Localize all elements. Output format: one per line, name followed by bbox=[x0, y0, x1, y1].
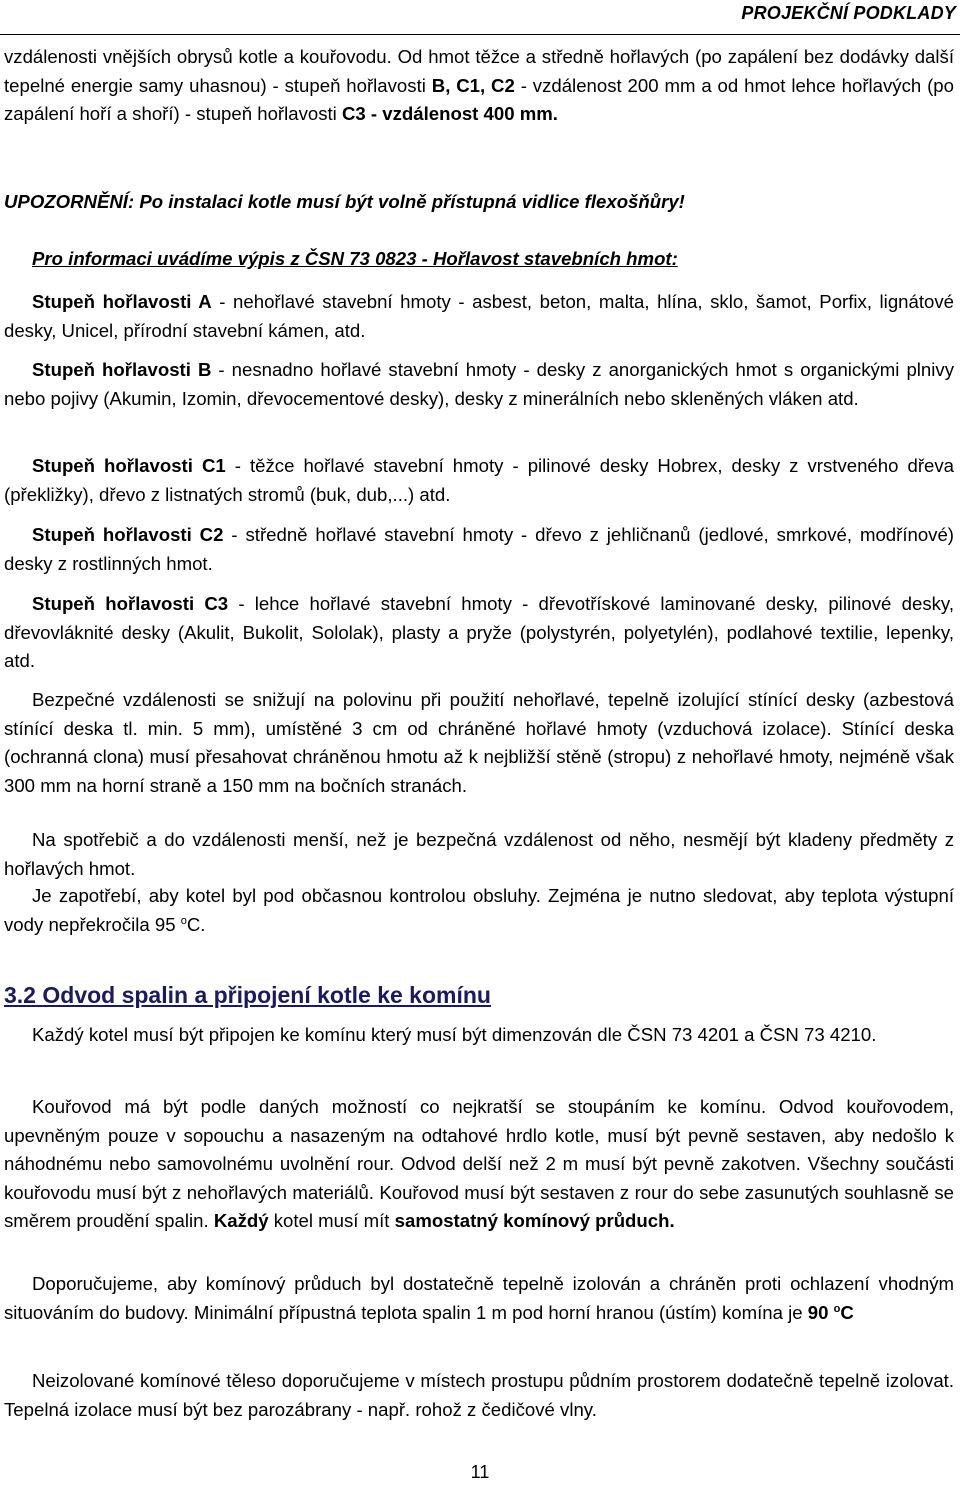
warning-notice: UPOZORNĚNÍ: Po instalaci kotle musí být volně přístupná vidlice flexošňůry! bbox=[4, 191, 685, 212]
section-paragraph-4: Neizolované komínové těleso doporučujeme v místech prostupu půdním prostorem dodatečně tepelně izolovat. Tepelná izolace musí být bez parozábrany - např. rohož z čedičové vlny. bbox=[4, 1370, 954, 1420]
header-title: PROJEKČNÍ PODKLADY bbox=[741, 3, 956, 23]
page-header bbox=[0, 0, 960, 35]
class-c3-paragraph bbox=[4, 590, 954, 676]
section-p3-unit: C bbox=[840, 1301, 854, 1323]
section-paragraph-2 bbox=[4, 1093, 954, 1236]
section-number: 3.2 bbox=[4, 982, 36, 1008]
class-b-paragraph bbox=[4, 356, 954, 413]
safety-p3-text: Je zapotřebí, aby kotel byl pod občasnou kontrolou obsluhy. Zejména je nutno sledovat, aby teplota výstupní vody nepřekročila 95 bbox=[4, 885, 954, 935]
section-paragraph-3 bbox=[4, 1270, 954, 1327]
safety-paragraph-1: Bezpečné vzdálenosti se snižují na polovinu při použití nehořlavé, tepelně izolující stínící desky (azbestová stínící deska tl. min. 5 mm), umístěné 3 cm od chráněné hořlavé hmoty (vzduchová izolace). Stínící deska (ochranná clona) musí přesahovat chráněnou hmotu až k nejbližší stěně (stropu) z nehořlavé hmoty, nejméně však 300 mm na horní straně a 150 mm na bočních stranách. bbox=[4, 689, 954, 796]
intro-text-1: vzdálenosti vnějších obrysů kotle a kouřovodu. Od hmot těžce a středně hořlavých (po zapálení bez dodávky další tepelné energie samy uhasnou) - stupeň hořlavosti bbox=[4, 46, 954, 96]
class-c3-text: - lehce hořlavé stavební hmoty - dřevotřískové laminované desky, pilinové desky, dřevovláknité desky (Akulit, Bukolit, Sololak), plasty a pryže (polystyrén, polyetylén), podlahové textilie, lepenky, atd. bbox=[4, 593, 954, 671]
section-heading bbox=[4, 979, 491, 1011]
section-paragraph-1: Každý kotel musí být připojen ke komínu který musí být dimenzován dle ČSN 73 4201 a ČSN 73 4210. bbox=[32, 1024, 877, 1045]
section-p2-every: Každý bbox=[213, 1210, 269, 1231]
safety-paragraph-3 bbox=[4, 882, 954, 939]
class-a-text: - nehořlavé stavební hmoty - asbest, beton, malta, hlína, sklo, šamot, Porfix, lignátové desky, Unicel, přírodní stavební kámen, atd. bbox=[4, 291, 954, 341]
section-title: Odvod spalin a připojení kotle ke komínu bbox=[42, 982, 491, 1008]
intro-text-3: - vzdálenost 200 mm a od hmot lehce hořlavých (po zapálení hoří a shoří) - stupeň hořlavosti bbox=[4, 74, 954, 124]
class-c1-label: Stupeň hořlavosti C1 bbox=[32, 455, 226, 476]
intro-c3-distance: C3 - vzdálenost 400 mm. bbox=[341, 103, 558, 124]
class-a-label: Stupeň hořlavosti A bbox=[32, 291, 212, 312]
page-number: 11 bbox=[470, 1462, 490, 1482]
class-c3-label: Stupeň hořlavosti C3 bbox=[32, 593, 229, 614]
class-c2-text: - středně hořlavé stavební hmoty - dřevo z jehličnanů (jedlové, smrkové, modřínové) desky z rostlinných hmot. bbox=[4, 524, 954, 574]
degree-sign: o bbox=[180, 914, 187, 927]
class-c2-paragraph bbox=[4, 521, 954, 578]
norm-heading bbox=[32, 245, 954, 274]
safety-paragraph-2: Na spotřebič a do vzdálenosti menší, než je bezpečná vzdálenost od něho, nesmějí být kladeny předměty z hořlavých hmot. bbox=[4, 829, 954, 879]
class-a-paragraph bbox=[4, 288, 954, 345]
norm-heading-text: Pro informaci uvádíme výpis z ČSN 73 0823 - Hořlavost stavebních hmot: bbox=[32, 248, 678, 269]
intro-classes: B, C1, C2 bbox=[431, 74, 515, 96]
intro-paragraph bbox=[4, 43, 954, 129]
class-c1-text: - těžce hořlavé stavební hmoty - pilinové desky Hobrex, desky z vrstveného dřeva (překližky), dřevo z listnatých stromů (buk, dub,...) atd. bbox=[4, 455, 954, 505]
section-p3-degree: o bbox=[833, 1302, 841, 1315]
section-p2-text: Kouřovod má být podle daných možností co nejkratší se stoupáním ke komínu. Odvod kouřovodem, upevněným pouze v sopouchu a nasazeným na odtahové hrdlo kotle, musí být pevně sestaven, aby nedošlo k náhodnému nebo samovolnému uvolnění rour. Odvod delší než 2 m musí být pevně zakotven. Všechny součásti kouřovodu musí být z nehořlavých materiálů. Kouřovod musí být sestaven z rour do sebe zasunutých souhlasně se směrem proudění spalin. bbox=[4, 1096, 954, 1231]
class-c2-label: Stupeň hořlavosti C2 bbox=[32, 524, 224, 545]
class-b-label: Stupeň hořlavosti B bbox=[32, 359, 212, 380]
class-c1-paragraph bbox=[4, 452, 954, 509]
section-p2-mid: kotel musí mít bbox=[268, 1210, 395, 1231]
safety-p3-unit: C. bbox=[186, 913, 206, 935]
section-p3-text: Doporučujeme, aby komínový průduch byl dostatečně tepelně izolován a chráněn proti ochlazení vhodným situováním do budovy. Minimální přípustná teplota spalin 1 m pod horní hranou (ústím) komína je bbox=[4, 1273, 954, 1323]
section-p2-flue: samostatný komínový průduch. bbox=[394, 1210, 675, 1231]
class-b-text: - nesnadno hořlavé stavební hmoty - desky z anorganických hmot s organickými plnivy nebo pojivy (Akumin, Izomin, dřevocementové desky), desky z minerálních nebo skleněných vláken atd. bbox=[4, 359, 955, 409]
section-p3-temp: 90 bbox=[807, 1301, 834, 1323]
